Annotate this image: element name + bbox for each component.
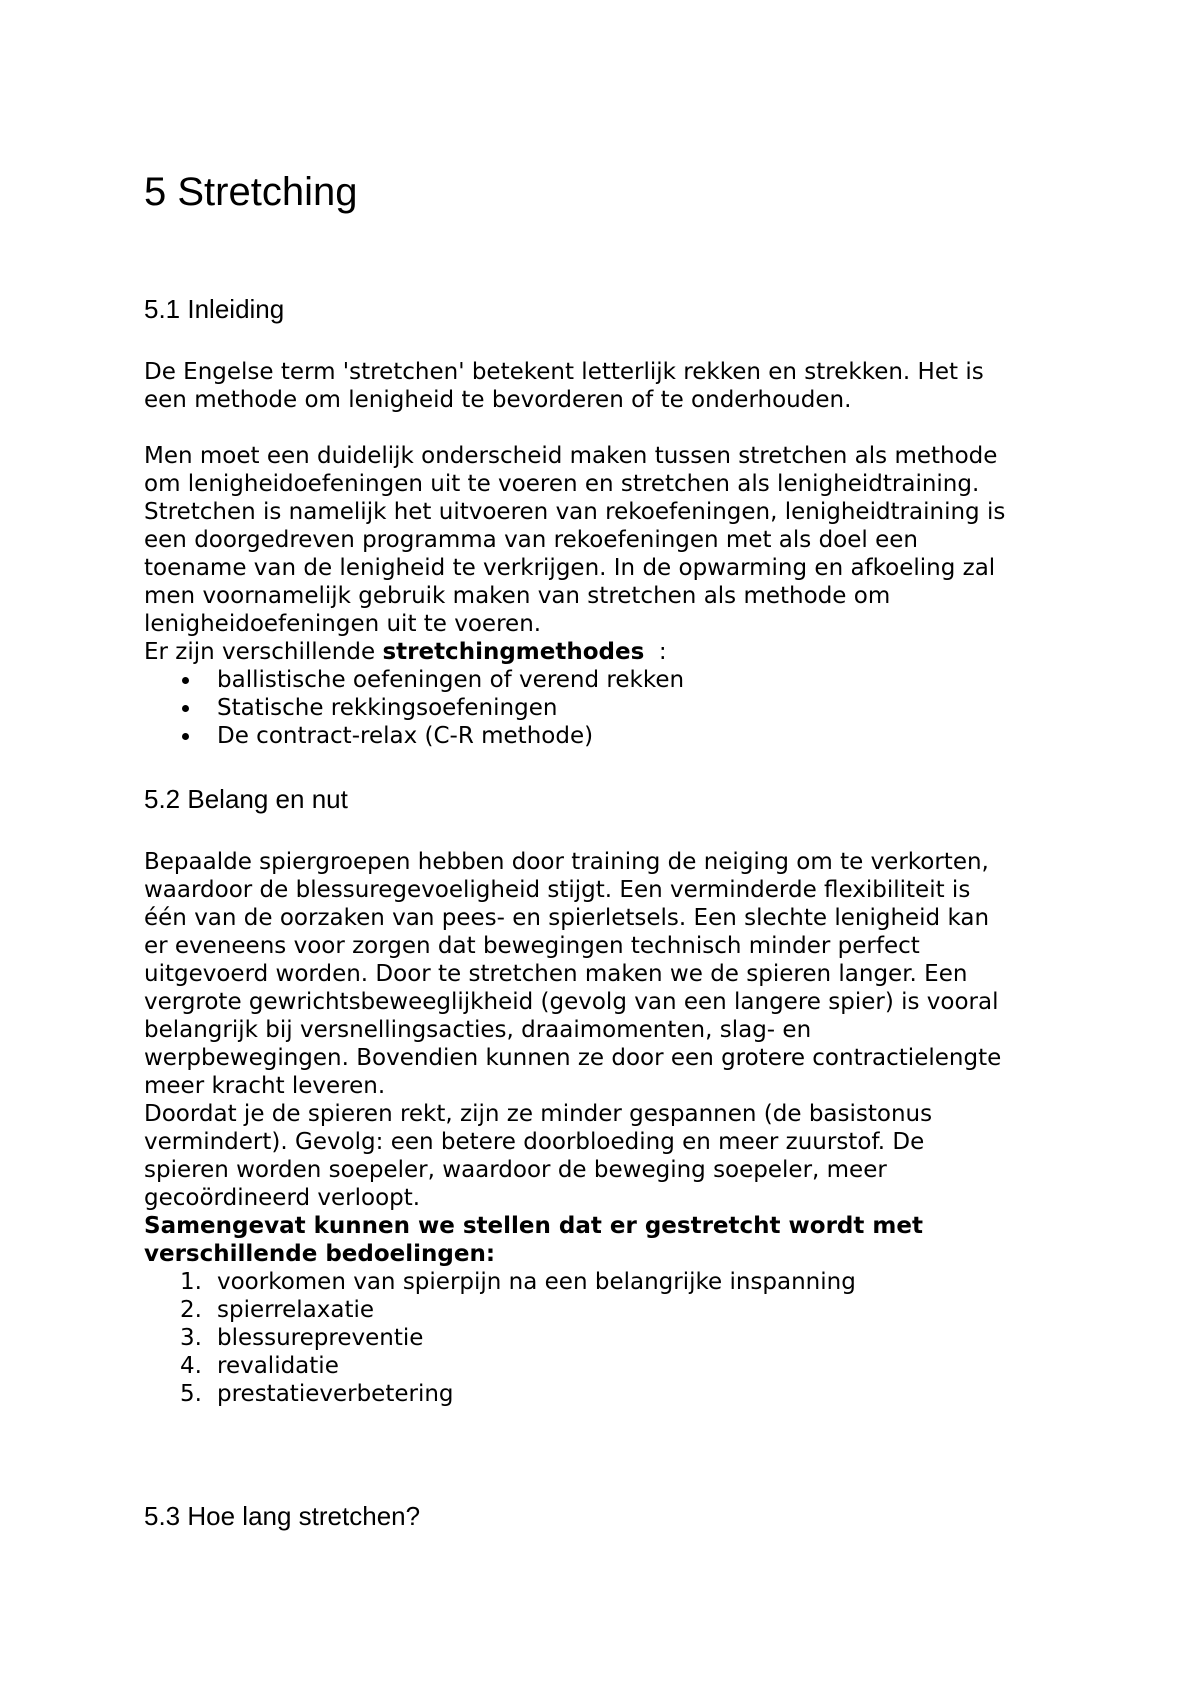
list-item — [144, 722, 684, 750]
paragraph-intro — [144, 358, 984, 414]
list-item-text: ballistische oefeningen of verend rekken — [217, 667, 685, 693]
summary-line — [144, 1212, 1001, 1240]
list-item — [144, 694, 684, 722]
bullet-icon — [182, 733, 189, 740]
text-line: gecoördineerd verloopt. — [144, 1185, 421, 1211]
section-heading-inleiding: 5.1 Inleiding — [144, 294, 285, 324]
goals-list — [144, 1268, 856, 1408]
text-line: één van de oorzaken van pees- en spierletsels. Een slechte lenigheid kan — [144, 905, 990, 931]
text-line: men voornamelijk gebruik maken van stretchen als methode om — [144, 583, 891, 609]
text-line: vermindert). Gevolg: een betere doorbloeding en meer zuurstof. De — [144, 1129, 925, 1155]
list-item — [144, 1324, 856, 1352]
list-item — [144, 1268, 856, 1296]
methods-intro-colon: : — [644, 639, 667, 665]
list-number: 2. — [180, 1297, 202, 1323]
bullet-icon — [182, 677, 189, 684]
text-line: belangrijk bij versnellingsacties, draaimomenten, slag- en — [144, 1017, 812, 1043]
text-line: vergrote gewrichtsbeweeglijkheid (gevolg van een langere spier) is vooral — [144, 989, 999, 1015]
text-line: meer kracht leveren. — [144, 1073, 386, 1099]
list-number: 3. — [180, 1325, 202, 1351]
methods-intro-text: Er zijn verschillende — [144, 639, 383, 665]
text-line: De Engelse term 'stretchen' betekent letterlijk rekken en strekken. Het is — [144, 359, 984, 385]
text-line: toename van de lenigheid te verkrijgen. In de opwarming en afkoeling zal — [144, 555, 996, 581]
paragraph-distinction — [144, 442, 1005, 666]
text-line: spieren worden soepeler, waardoor de beweging soepeler, meer — [144, 1157, 887, 1183]
text-line: werpbewegingen. Bovendien kunnen ze door een grotere contractielengte — [144, 1045, 1002, 1071]
text-line: Men moet een duidelijk onderscheid maken tussen stretchen als methode — [144, 443, 998, 469]
text-line: lenigheidoefeningen uit te voeren. — [144, 611, 542, 637]
list-item-text: prestatieverbetering — [217, 1381, 454, 1407]
methods-intro-bold: stretchingmethodes — [382, 639, 645, 665]
section-heading-belang: 5.2 Belang en nut — [144, 784, 348, 814]
list-item-text: revalidatie — [217, 1353, 339, 1379]
text-line: een doorgedreven programma van rekoefeningen met als doel een — [144, 527, 918, 553]
text-line: om lenigheidoefeningen uit te voeren en stretchen als lenigheidtraining. — [144, 471, 980, 497]
list-item — [144, 1296, 856, 1324]
list-number: 5. — [180, 1381, 202, 1407]
list-item-text: voorkomen van spierpijn na een belangrijke inspanning — [217, 1269, 856, 1295]
summary-bold: Samengevat kunnen we stellen dat er gestretcht wordt met — [144, 1213, 923, 1239]
summary-bold: verschillende bedoelingen: — [144, 1241, 496, 1267]
text-line: een methode om lenigheid te bevorderen of te onderhouden. — [144, 387, 852, 413]
methods-list — [144, 666, 684, 750]
list-number: 1. — [180, 1269, 202, 1295]
chapter-title: 5 Stretching — [144, 170, 358, 214]
text-line: uitgevoerd worden. Door te stretchen maken we de spieren langer. Een — [144, 961, 968, 987]
list-item — [144, 666, 684, 694]
text-line: Stretchen is namelijk het uitvoeren van rekoefeningen, lenigheidtraining is — [144, 499, 1006, 525]
list-item-text: spierrelaxatie — [217, 1297, 375, 1323]
methods-intro-line — [144, 638, 1005, 666]
list-item — [144, 1380, 856, 1408]
list-item-text: Statische rekkingsoefeningen — [217, 695, 558, 721]
text-line: waardoor de blessuregevoeligheid stijgt. Een verminderde flexibiliteit is — [144, 877, 971, 903]
bullet-icon — [182, 705, 189, 712]
list-item — [144, 1352, 856, 1380]
list-item-text: blessurepreventie — [217, 1325, 424, 1351]
section-heading-hoe-lang: 5.3 Hoe lang stretchen? — [144, 1501, 421, 1531]
list-number: 4. — [180, 1353, 202, 1379]
paragraph-importance — [144, 848, 1001, 1268]
text-line: er eveneens voor zorgen dat bewegingen technisch minder perfect — [144, 933, 920, 959]
text-line: Bepaalde spiergroepen hebben door training de neiging om te verkorten, — [144, 849, 989, 875]
text-line: Doordat je de spieren rekt, zijn ze minder gespannen (de basistonus — [144, 1101, 933, 1127]
list-item-text: De contract-relax (C-R methode) — [217, 723, 594, 749]
summary-line — [144, 1240, 1001, 1268]
